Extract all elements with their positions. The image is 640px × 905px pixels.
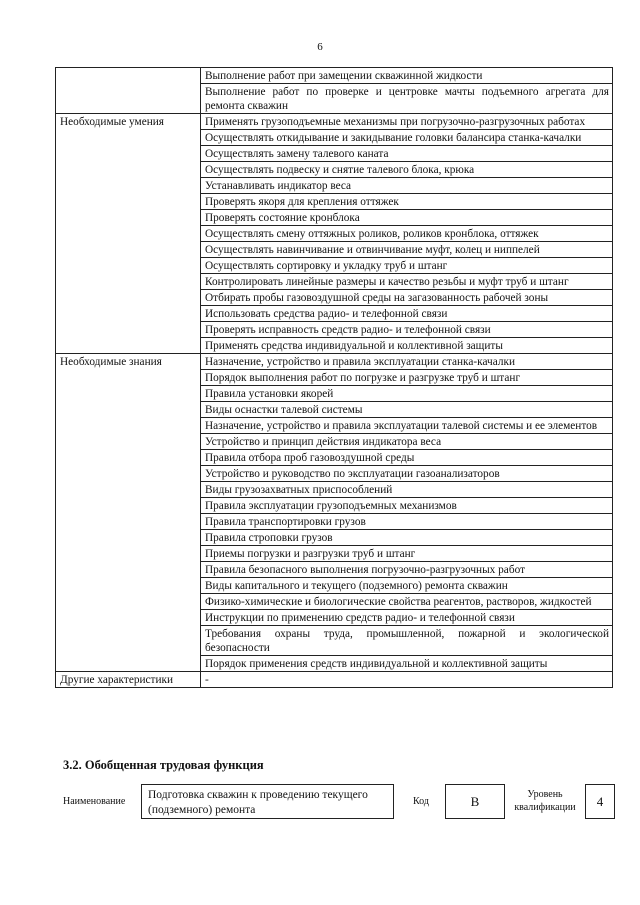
table-item: Правила установки якорей (201, 386, 613, 402)
table-item: Осуществлять навинчивание и отвинчивание муфт, колец и ниппелей (201, 242, 613, 258)
table-item: Инструкции по применению средств радио- и телефонной связи (201, 610, 613, 626)
table-item: Правила эксплуатации грузоподъемных механизмов (201, 498, 613, 514)
skills-knowledge-table (55, 67, 613, 688)
table-item: Правила отбора проб газовоздушной среды (201, 450, 613, 466)
table-item: Осуществлять смену оттяжных роликов, роликов кронблока, оттяжек (201, 226, 613, 242)
table-item: Осуществлять откидывание и закидывание головки балансира станка-качалки (201, 130, 613, 146)
table-item: Порядок применения средств индивидуальной и коллективной защиты (201, 656, 613, 672)
table-item: Устройство и руководство по эксплуатации газоанализаторов (201, 466, 613, 482)
table-item: Использовать средства радио- и телефонной связи (201, 306, 613, 322)
table-row (56, 672, 613, 688)
qualification-level-label: Уровень квалификации (514, 789, 576, 813)
table-item: Назначение, устройство и правила эксплуатации талевой системы и ее элементов (201, 418, 613, 434)
table-row (56, 354, 613, 370)
table-item: Проверять якоря для крепления оттяжек (201, 194, 613, 210)
name-label: Наименование (63, 796, 126, 807)
table-item: Применять средства индивидуальной и коллективной защиты (201, 338, 613, 354)
table-item: Правила безопасного выполнения погрузочно-разгрузочных работ (201, 562, 613, 578)
table-item: Выполнение работ по проверке и центровке мачты подъемного агрегата для ремонта скважин (201, 84, 613, 114)
table-item: Физико-химические и биологические свойства реагентов, растворов, жидкостей (201, 594, 613, 610)
table-item: Виды оснастки талевой системы (201, 402, 613, 418)
table-item: Виды грузозахватных приспособлений (201, 482, 613, 498)
table-item: Проверять состояние кронблока (201, 210, 613, 226)
code-value: B (445, 784, 505, 819)
function-name-value: Подготовка скважин к проведению текущего (подземного) ремонта (141, 784, 394, 819)
table-row (56, 68, 613, 84)
table-item: Порядок выполнения работ по погрузке и разгрузке труб и штанг (201, 370, 613, 386)
page-number: 6 (317, 41, 323, 53)
table-item: Правила строповки грузов (201, 530, 613, 546)
code-label: Код (413, 796, 429, 807)
qualification-level-value: 4 (585, 784, 615, 819)
table-item: - (201, 672, 613, 688)
table-item: Устанавливать индикатор веса (201, 178, 613, 194)
table-item: Применять грузоподъемные механизмы при погрузочно-разгрузочных работах (201, 114, 613, 130)
table-item: Осуществлять сортировку и укладку труб и штанг (201, 258, 613, 274)
table-item: Требования охраны труда, промышленной, пожарной и экологической безопасности (201, 626, 613, 656)
group-heading (56, 68, 201, 114)
table-item: Устройство и принцип действия индикатора веса (201, 434, 613, 450)
table-item: Осуществлять подвеску и снятие талевого блока, крюка (201, 162, 613, 178)
table-item: Виды капитального и текущего (подземного) ремонта скважин (201, 578, 613, 594)
table-item: Осуществлять замену талевого каната (201, 146, 613, 162)
table-item: Отбирать пробы газовоздушной среды на загазованность рабочей зоны (201, 290, 613, 306)
table-item: Правила транспортировки грузов (201, 514, 613, 530)
table-item: Проверять исправность средств радио- и телефонной связи (201, 322, 613, 338)
table-item: Приемы погрузки и разгрузки труб и штанг (201, 546, 613, 562)
table-row (56, 114, 613, 130)
table-item: Назначение, устройство и правила эксплуатации станка-качалки (201, 354, 613, 370)
group-heading: Необходимые умения (56, 114, 201, 354)
table-item: Контролировать линейные размеры и качество резьбы и муфт труб и штанг (201, 274, 613, 290)
section-title: 3.2. Обобщенная трудовая функция (63, 758, 264, 772)
table-item: Выполнение работ при замещении скважинной жидкости (201, 68, 613, 84)
group-heading: Другие характеристики (56, 672, 201, 688)
group-heading: Необходимые знания (56, 354, 201, 672)
